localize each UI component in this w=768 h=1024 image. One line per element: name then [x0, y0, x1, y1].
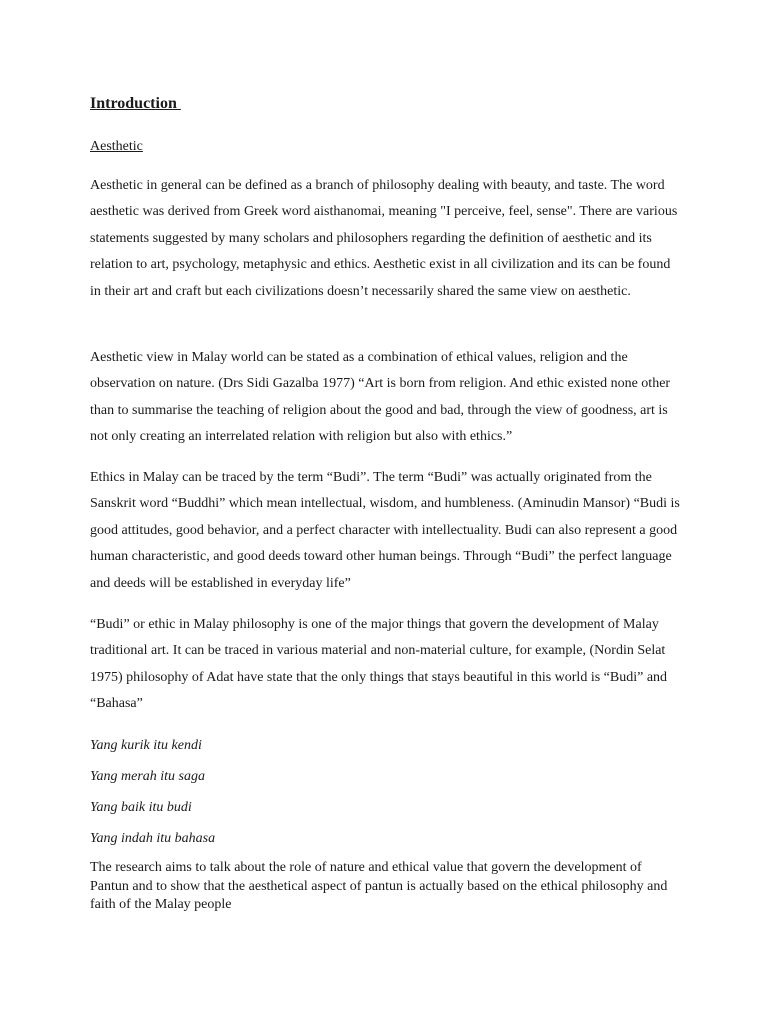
pantun-verse-line: Yang kurik itu kendi	[90, 738, 202, 753]
paragraph-budi-philosophy: “Budi” or ethic in Malay philosophy is one of the major things that govern the development of Malay traditional art. It can be traced in various material and non-material culture, for example, (Nordin Selat 1975) philosophy of Adat have state that the only things that stays beautiful in this world is “Budi” and “Bahasa”	[90, 617, 668, 712]
pantun-verse-line: Yang merah itu saga	[90, 769, 206, 784]
paragraph-research-aim: The research aims to talk about the role of nature and ethical value that govern the development of Pantun and to show that the aesthetical aspect of pantun is actually based on the ethical philosophy and faith of the Malay people	[90, 860, 668, 912]
pantun-verse-line: Yang baik itu budi	[90, 800, 192, 815]
paragraph-malay-view: Aesthetic view in Malay world can be stated as a combination of ethical values, religion and the observation on nature. (Drs Sidi Gazalba 1977) “Art is born from religion. And ethic existed none other than to summarise the teaching of religion about the good and bad, through the view of goodness, art is not only creating an interrelated relation with religion but also with ethics.”	[90, 350, 671, 445]
paragraph-definition: Aesthetic in general can be defined as a branch of philosophy dealing with beauty, and taste. The word aesthetic was derived from Greek word aisthanomai, meaning "I perceive, feel, sense". There are various statements suggested by many scholars and philosophers regarding the definition of aesthetic and its relation to art, psychology, metaphysic and ethics. Aesthetic exist in all civilization and its can be found in their art and craft but each civilizations doesn’t necessarily shared the same view on aesthetic.	[90, 178, 678, 299]
section-heading-aesthetic: Aesthetic	[90, 139, 143, 154]
paragraph-budi-ethics: Ethics in Malay can be traced by the term “Budi”. The term “Budi” was actually originated from the Sanskrit word “Buddhi” which mean intellectual, wisdom, and humbleness. (Aminudin Mansor) “Budi is good attitudes, good behavior, and a perfect character with intellectuality. Budi can also represent a good human characteristic, and good deeds toward other human beings. Through “Budi” the perfect language and deeds will be established in everyday life”	[90, 470, 680, 591]
pantun-verse-line: Yang indah itu bahasa	[90, 831, 216, 846]
document-title: Introduction	[90, 95, 181, 112]
document-page	[90, 0, 682, 1024]
